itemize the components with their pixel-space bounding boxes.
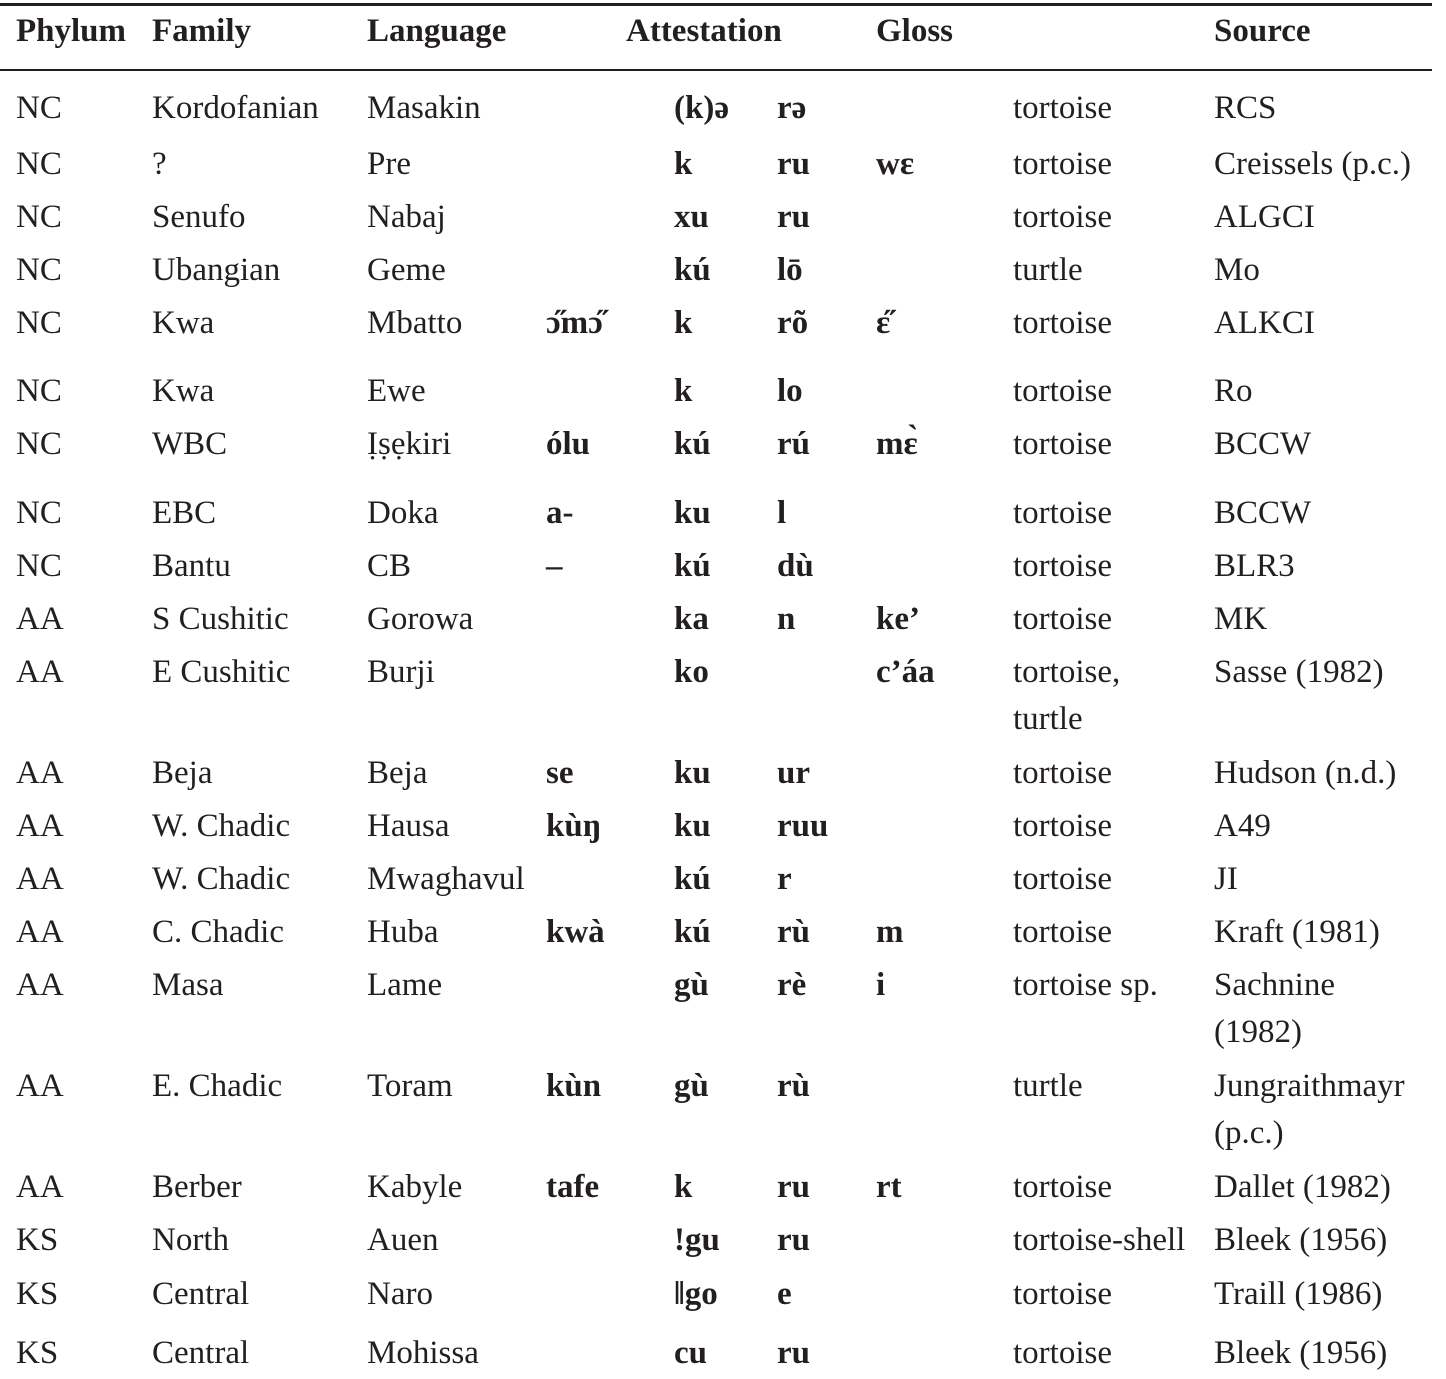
source-cell: BCCW [1214,426,1312,462]
language-cell: Beja [367,755,428,791]
attestation-root-cell: xu [674,199,709,235]
source-cell: Bleek (1956) [1214,1222,1388,1258]
phylum-cell: AA [16,1169,64,1205]
language-cell: Toram [367,1068,453,1104]
attestation-prefix-cell: kùŋ [546,808,602,844]
language-cell: Nabaj [367,199,446,235]
gloss-cell-continued: turtle [1013,701,1083,737]
family-cell: WBC [152,426,228,462]
attestation-stem-cell: r [777,861,792,897]
gloss-cell: turtle [1013,1068,1083,1104]
attestation-suffix-cell: mɛ̀ [876,426,918,462]
attestation-root-cell: ǁgo [674,1276,718,1312]
header-phylum: Phylum [16,13,127,49]
gloss-cell: tortoise [1013,373,1112,409]
phylum-cell: NC [16,373,62,409]
attestation-root-cell: k [674,305,693,341]
language-cell: Mbatto [367,305,463,341]
attestation-suffix-cell: ɛ̋ [876,305,891,341]
phylum-cell: AA [16,601,64,637]
gloss-cell: tortoise [1013,90,1112,126]
attestation-root-cell: k [674,146,693,182]
attestation-stem-cell: ru [777,1222,810,1258]
attestation-suffix-cell: wɛ [876,146,914,182]
attestation-root-cell: ka [674,601,709,637]
gloss-cell: turtle [1013,252,1083,288]
family-cell: W. Chadic [152,808,291,844]
phylum-cell: KS [16,1222,59,1258]
source-cell: MK [1214,601,1268,637]
source-cell: Creissels (p.c.) [1214,146,1412,182]
source-cell: BLR3 [1214,548,1295,584]
family-cell: North [152,1222,229,1258]
gloss-cell: tortoise [1013,601,1112,637]
source-cell: Mo [1214,252,1260,288]
attestation-stem-cell: ru [777,199,810,235]
phylum-cell: KS [16,1276,59,1312]
language-cell: Ewe [367,373,426,409]
attestation-root-cell: kú [674,252,711,288]
attestation-stem-cell: rõ [777,305,809,341]
header-rule [0,69,1432,71]
family-cell: Kwa [152,373,215,409]
gloss-cell: tortoise-shell [1013,1222,1186,1258]
phylum-cell: AA [16,808,64,844]
language-cell: Mwaghavul [367,861,525,897]
family-cell: E. Chadic [152,1068,283,1104]
gloss-cell: tortoise [1013,495,1112,531]
attestation-stem-cell: ru [777,1169,810,1205]
gloss-cell: tortoise [1013,861,1112,897]
attestation-root-cell: cu [674,1335,707,1371]
attestation-prefix-cell: kùn [546,1068,602,1104]
family-cell: Bantu [152,548,231,584]
language-cell: Doka [367,495,439,531]
attestation-stem-cell: ur [777,755,810,791]
language-cell: Masakin [367,90,481,126]
family-cell: EBC [152,495,217,531]
language-cell: Lame [367,967,443,1003]
attestation-stem-cell: rú [777,426,810,462]
family-cell: Kordofanian [152,90,319,126]
attestation-suffix-cell: i [876,967,886,1003]
family-cell: E Cushitic [152,654,291,690]
family-cell: Central [152,1335,250,1371]
gloss-cell: tortoise [1013,755,1112,791]
source-cell: Dallet (1982) [1214,1169,1391,1205]
phylum-cell: AA [16,654,64,690]
attestation-prefix-cell: a- [546,495,574,531]
family-cell: C. Chadic [152,914,284,950]
gloss-cell: tortoise [1013,1169,1112,1205]
attestation-root-cell: kú [674,914,711,950]
attestation-prefix-cell: – [546,548,563,584]
attestation-prefix-cell: kwà [546,914,605,950]
attestation-stem-cell: l [777,495,787,531]
gloss-cell: tortoise [1013,914,1112,950]
header-language: Language [367,13,507,49]
phylum-cell: AA [16,861,64,897]
phylum-cell: NC [16,426,62,462]
attestation-stem-cell: ru [777,146,810,182]
phylum-cell: KS [16,1335,59,1371]
attestation-stem-cell: e [777,1276,792,1312]
attestation-stem-cell: rù [777,914,810,950]
attestation-root-cell: k [674,1169,693,1205]
phylum-cell: NC [16,90,62,126]
attestation-suffix-cell: ke’ [876,601,920,637]
gloss-cell: tortoise, [1013,654,1121,690]
table-top-rule [0,3,1432,6]
family-cell: Beja [152,755,213,791]
language-cell: Geme [367,252,446,288]
header-source: Source [1214,13,1311,49]
attestation-suffix-cell: m [876,914,904,950]
language-cell: Huba [367,914,439,950]
language-cell: Hausa [367,808,450,844]
phylum-cell: AA [16,914,64,950]
family-cell: Masa [152,967,224,1003]
gloss-cell: tortoise [1013,146,1112,182]
phylum-cell: NC [16,305,62,341]
source-cell: Jungraithmayr [1214,1068,1405,1104]
header-gloss: Gloss [876,13,954,49]
attestation-root-cell: kú [674,861,711,897]
attestation-suffix-cell: c’áa [876,654,935,690]
phylum-cell: AA [16,755,64,791]
phylum-cell: NC [16,548,62,584]
attestation-root-cell: ku [674,495,711,531]
language-cell: Gorowa [367,601,474,637]
source-cell: Sachnine [1214,967,1335,1003]
family-cell: ? [152,146,167,182]
attestation-prefix-cell: ólu [546,426,591,462]
family-cell: Kwa [152,305,215,341]
attestation-stem-cell: dù [777,548,814,584]
source-cell: Traill (1986) [1214,1276,1383,1312]
attestation-stem-cell: lo [777,373,803,409]
attestation-root-cell: ku [674,808,711,844]
phylum-cell: NC [16,252,62,288]
header-attestation: Attestation [626,13,782,49]
attestation-stem-cell: rè [777,967,807,1003]
source-cell: BCCW [1214,495,1312,531]
source-cell: Bleek (1956) [1214,1335,1388,1371]
source-cell: Hudson (n.d.) [1214,755,1397,791]
source-cell: Ro [1214,373,1253,409]
phylum-cell: AA [16,1068,64,1104]
attestation-root-cell: kú [674,548,711,584]
gloss-cell: tortoise [1013,199,1112,235]
attestation-root-cell: !gu [674,1222,720,1258]
attestation-root-cell: k [674,373,693,409]
source-cell-continued: (p.c.) [1214,1115,1284,1151]
language-cell: Auen [367,1222,439,1258]
attestation-prefix-cell: ɔ̋mɔ̋ [546,305,603,341]
attestation-stem-cell: rù [777,1068,810,1104]
family-cell: Senufo [152,199,246,235]
family-cell: S Cushitic [152,601,289,637]
language-cell: Kabyle [367,1169,463,1205]
phylum-cell: NC [16,199,62,235]
attestation-stem-cell: rə [777,90,807,126]
language-cell: Naro [367,1276,433,1312]
source-cell: RCS [1214,90,1277,126]
source-cell: JI [1214,861,1238,897]
attestation-root-cell: ko [674,654,709,690]
language-cell: Pre [367,146,411,182]
source-cell: Kraft (1981) [1214,914,1380,950]
attestation-root-cell: kú [674,426,711,462]
source-cell: ALGCI [1214,199,1315,235]
language-cell: Ịṣẹkiri [367,426,452,462]
attestation-root-cell: gù [674,967,709,1003]
gloss-cell: tortoise sp. [1013,967,1158,1003]
gloss-cell: tortoise [1013,305,1112,341]
attestation-suffix-cell: rt [876,1169,902,1205]
family-cell: W. Chadic [152,861,291,897]
attestation-root-cell: ku [674,755,711,791]
attestation-root-cell: (k)ə [674,90,729,126]
source-cell: ALKCI [1214,305,1315,341]
attestation-root-cell: gù [674,1068,709,1104]
family-cell: Central [152,1276,250,1312]
language-cell: Mohissa [367,1335,479,1371]
source-cell-continued: (1982) [1214,1014,1302,1050]
gloss-cell: tortoise [1013,548,1112,584]
language-cell: CB [367,548,412,584]
gloss-cell: tortoise [1013,1335,1112,1371]
gloss-cell: tortoise [1013,1276,1112,1312]
phylum-cell: NC [16,146,62,182]
source-cell: Sasse (1982) [1214,654,1384,690]
family-cell: Ubangian [152,252,281,288]
source-cell: A49 [1214,808,1271,844]
attestation-prefix-cell: tafe [546,1169,600,1205]
phylum-cell: NC [16,495,62,531]
language-cell: Burji [367,654,435,690]
header-family: Family [152,13,251,49]
attestation-stem-cell: lō [777,252,803,288]
gloss-cell: tortoise [1013,426,1112,462]
gloss-cell: tortoise [1013,808,1112,844]
attestation-stem-cell: ruu [777,808,829,844]
phylum-cell: AA [16,967,64,1003]
attestation-stem-cell: n [777,601,796,637]
family-cell: Berber [152,1169,242,1205]
attestation-prefix-cell: se [546,755,574,791]
attestation-stem-cell: ru [777,1335,810,1371]
